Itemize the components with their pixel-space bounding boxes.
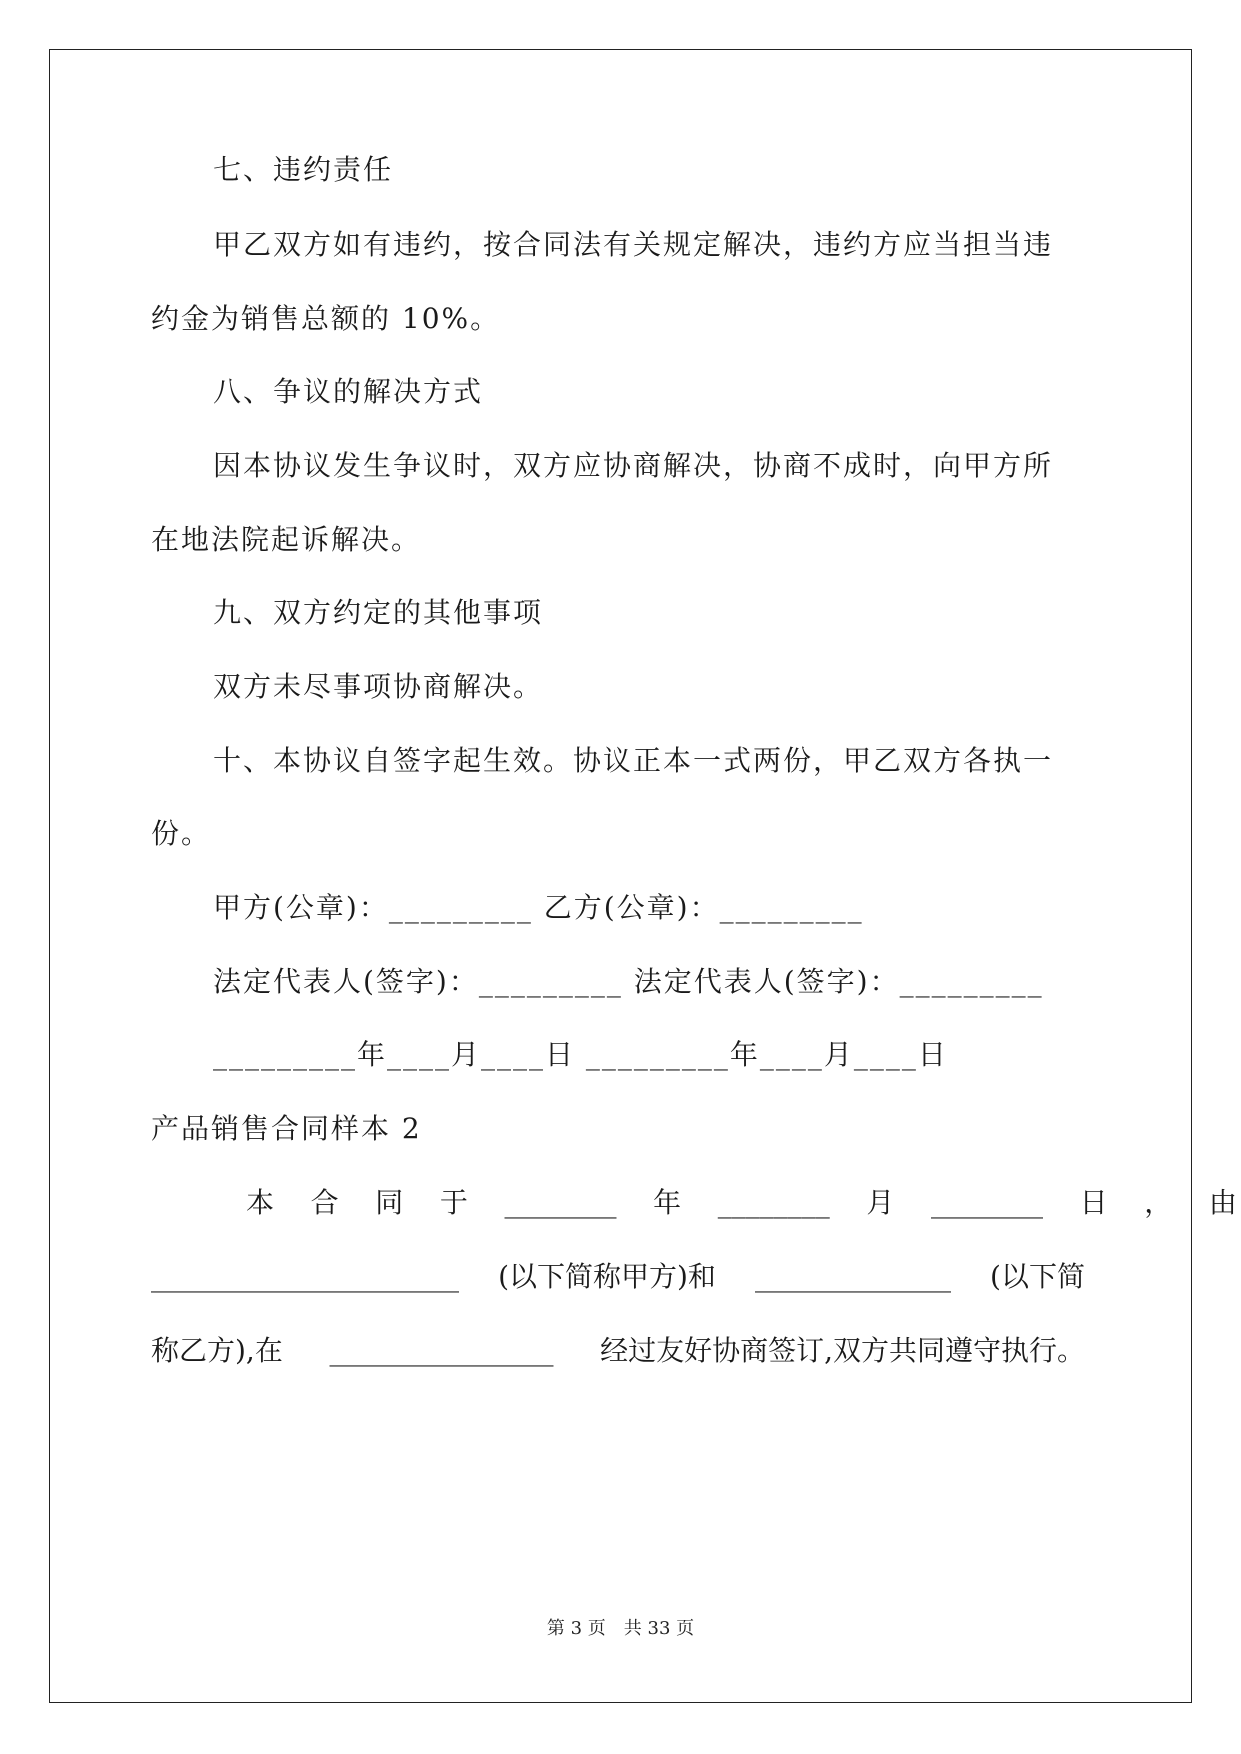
- contract-2-row-1-word: 年: [653, 1186, 682, 1219]
- signature-date-line: _________年____月____日 _________年____月____日: [213, 1038, 948, 1071]
- contract-2-row-1-word: ，: [1144, 1186, 1173, 1219]
- contract-2-row-1: [151, 1183, 1237, 1223]
- paragraph-9-line-1: 双方未尽事项协商解决。: [213, 670, 544, 703]
- paragraph-10-line-2: 份。: [151, 817, 212, 850]
- contract-2-row-2: [151, 1257, 1237, 1297]
- contract-2-row-1-word: 同: [375, 1186, 404, 1219]
- contract-2-place-blank: ________________: [329, 1334, 554, 1367]
- contract-2-row-1-word: 由: [1208, 1186, 1237, 1219]
- contract-2-party-a-blank: ______________________: [151, 1260, 459, 1293]
- page-frame: [49, 49, 1192, 1703]
- contract-2-date-blank-day: ________: [930, 1186, 1043, 1219]
- contract-2-party-b-label: (以下简: [990, 1260, 1085, 1293]
- paragraph-7-line-1: 甲乙双方如有违约，按合同法有关规定解决，违约方应当担当违: [213, 228, 1054, 261]
- contract-2-row-1-word: 合: [310, 1186, 339, 1219]
- paragraph-8-line-2: 在地法院起诉解决。: [151, 523, 422, 556]
- contract-2-row-1-word: 日: [1079, 1186, 1108, 1219]
- contract-2-row-1-word: 本: [246, 1186, 275, 1219]
- contract-2-date-blank-month: ________: [717, 1186, 830, 1219]
- contract-2-title: 产品销售合同样本 2: [151, 1112, 422, 1145]
- contract-2-party-a-label: (以下简称甲方)和: [498, 1260, 716, 1293]
- contract-2-row-3-tail: 经过友好协商签订,双方共同遵守执行。: [600, 1334, 1085, 1367]
- contract-2-row-3-lead: 称乙方),在: [151, 1334, 283, 1367]
- section-heading-7: 七、违约责任: [213, 153, 394, 186]
- paragraph-8-line-1: 因本协议发生争议时，双方应协商解决，协商不成时，向甲方所: [213, 449, 1054, 482]
- signature-seal-line: 甲方(公章)：_________ 乙方(公章)：_________: [213, 891, 864, 924]
- paragraph-10-line-1: 十、本协议自签字起生效。协议正本一式两份，甲乙双方各执一: [213, 744, 1054, 777]
- contract-2-row-1-word: 于: [439, 1186, 468, 1219]
- contract-2-date-blank-year: ________: [504, 1186, 617, 1219]
- section-heading-8: 八、争议的解决方式: [213, 375, 484, 408]
- contract-2-party-b-blank: ______________: [754, 1260, 951, 1293]
- contract-2-row-1-word: 月: [866, 1186, 895, 1219]
- page-number-footer: 第 3 页 共 33 页: [546, 1618, 695, 1639]
- section-heading-9: 九、双方约定的其他事项: [213, 596, 544, 629]
- paragraph-7-line-2: 约金为销售总额的 10%。: [151, 302, 501, 335]
- signature-representative-line: 法定代表人(签字)：_________ 法定代表人(签字)：_________: [213, 965, 1044, 998]
- contract-2-row-3: [151, 1331, 1237, 1371]
